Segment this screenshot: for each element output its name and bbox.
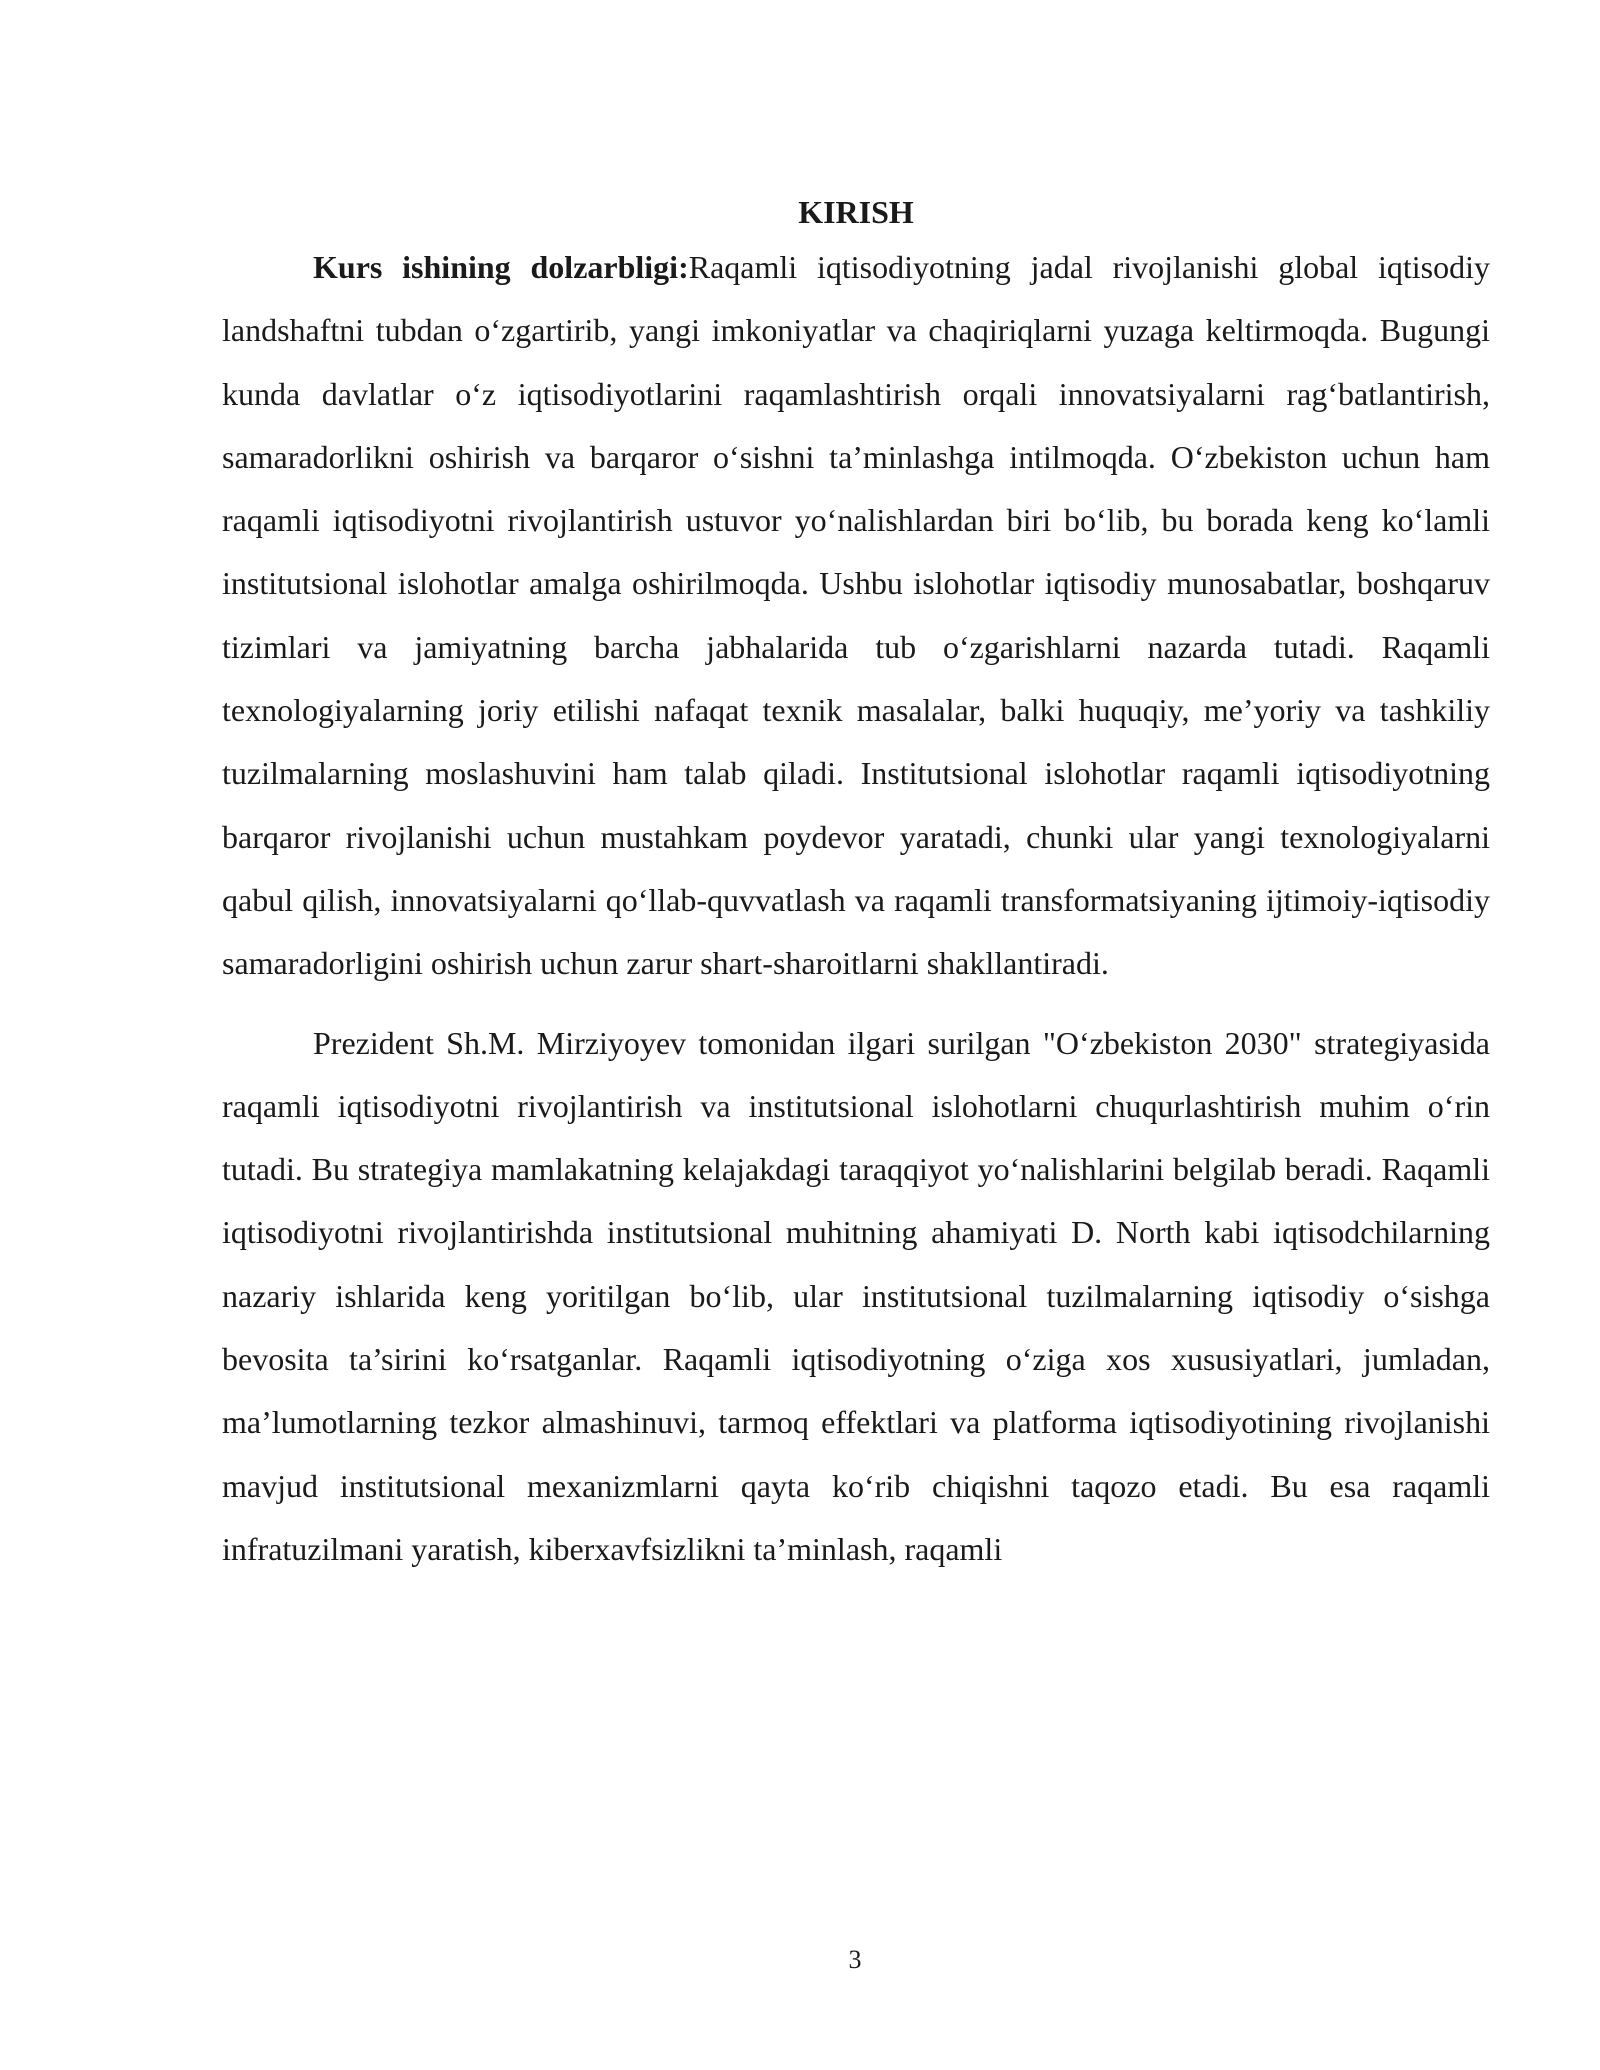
paragraph-strategy [222, 1012, 1490, 1582]
page-number: 3 [848, 1945, 862, 1974]
paragraph-lead: Kurs ishining dolzarbligi: [313, 249, 689, 285]
paragraph-text: Prezident Sh.M. Mirziyoyev tomonidan ilgari surilgan "O‘zbekiston 2030" strategiyasida raqamli iqtisodiyotni rivojlantirish va institutsional islohotlarni chuqurlashtirish muhim o‘rin tutadi. Bu strategiya mamlakatning kelajakdagi taraqqiyot yo‘nalishlarini belgilab beradi. Raqamli iqtisodiyotni rivojlantirishda institutsional muhitning ahamiyati D. North kabi iqtisodchilarning nazariy ishlarida keng yoritilgan bo‘lib, ular institutsional tuzilmalarning iqtisodiy o‘sishga bevosita ta’sirini ko‘rsatganlar. Raqamli iqtisodiyotning o‘ziga xos xususiyatlari, jumladan, ma’lumotlarning tezkor almashinuvi, tarmoq effektlari va platforma iqtisodiyotining rivojlanishi mavjud institutsional mexanizmlarni qayta ko‘rib chiqishni taqozo etadi. Bu esa raqamli infratuzilmani yaratish, kiberxavfsizlikni ta’minlash, raqamli [222, 1024, 1490, 1567]
document-body [222, 188, 1490, 1581]
section-heading: KIRISH [798, 194, 914, 230]
paragraph-relevance [222, 236, 1490, 996]
paragraph-text: Raqamli iqtisodiyotning jadal rivojlanishi global iqtisodiy landshaftni tubdan o‘zgartirib, yangi imkoniyatlar va chaqiriqlarni yuzaga keltirmoqda. Bugungi kunda davlatlar o‘z iqtisodiyotlarini raqamlashtirish orqali innovatsiyalarni rag‘batlantirish, samaradorlikni oshirish va barqaror o‘sishni ta’minlashga intilmoqda. O‘zbekiston uchun ham raqamli iqtisodiyotni rivojlantirish ustuvor yo‘nalishlardan biri bo‘lib, bu borada keng ko‘lamli institutsional islohotlar amalga oshirilmoqda. Ushbu islohotlar iqtisodiy munosabatlar, boshqaruv tizimlari va jamiyatning barcha jabhalarida tub o‘zgarishlarni nazarda tutadi. Raqamli texnologiyalarning joriy etilishi nafaqat texnik masalalar, balki huquqiy, me’yoriy va tashkiliy tuzilmalarning moslashuvini ham talab qiladi. Institutsional islohotlar raqamli iqtisodiyotning barqaror rivojlanishi uchun mustahkam poydevor yaratadi, chunki ular yangi texnologiyalarni qabul qilish, innovatsiyalarni qo‘llab-quvvatlash va raqamli transformatsiyaning ijtimoiy-iqtisodiy samaradorligini oshirish uchun zarur shart-sharoitlarni shakllantiradi. [222, 249, 1491, 982]
